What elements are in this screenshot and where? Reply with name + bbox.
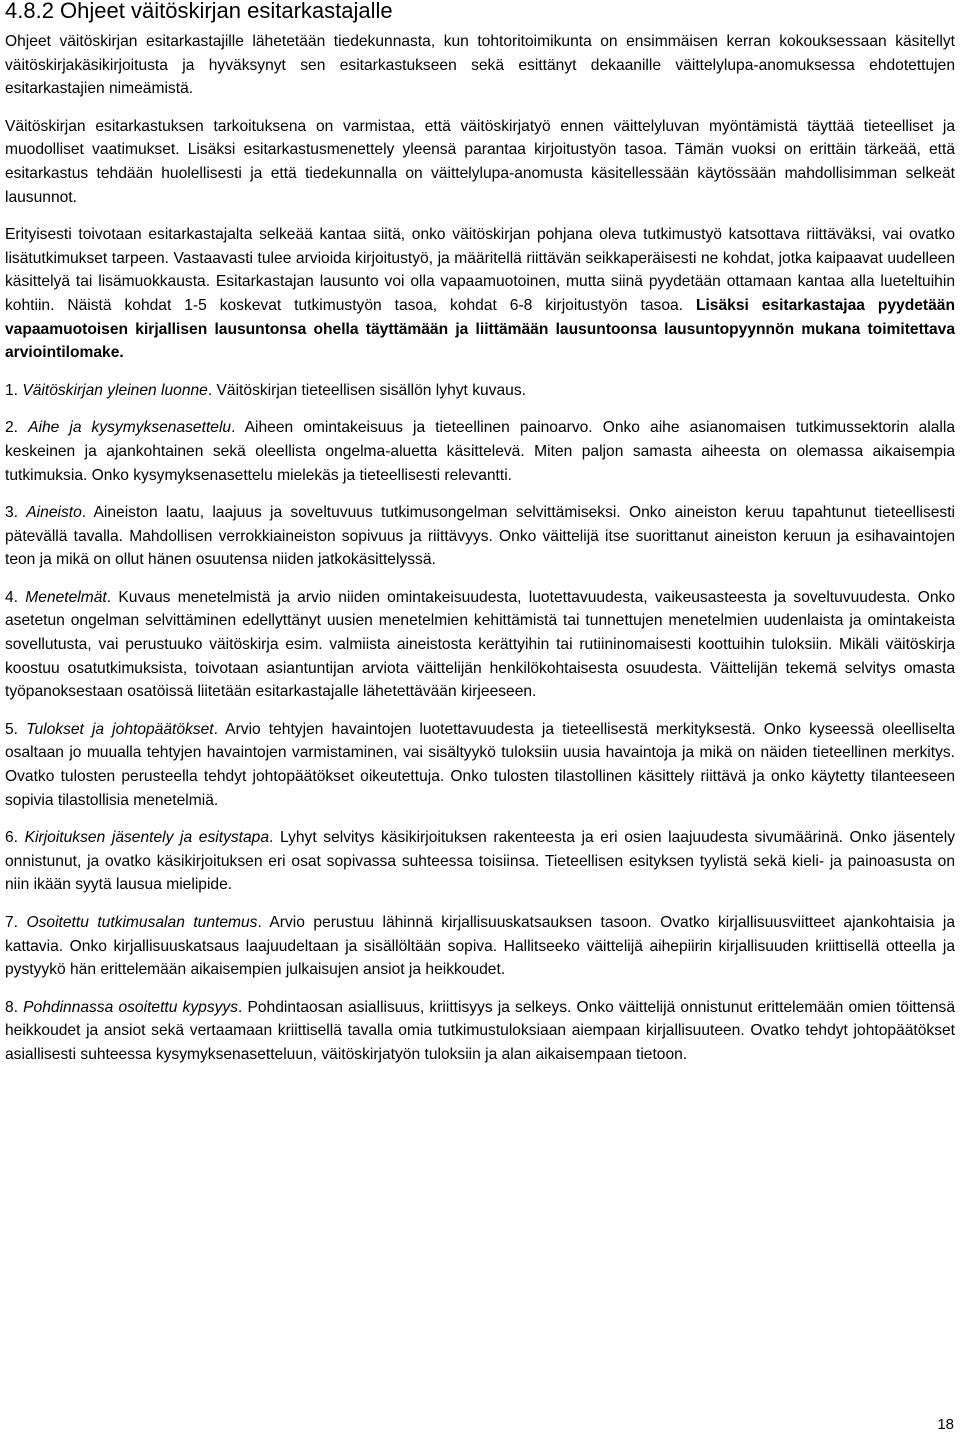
section-heading: 4.8.2 Ohjeet väitöskirjan esitarkastajalle — [5, 0, 393, 23]
criteria-item-5 — [5, 718, 955, 812]
criteria-item-4 — [5, 586, 955, 704]
item-title: Aineisto — [26, 504, 82, 522]
item-number: 1. — [5, 381, 23, 399]
item-number: 6. — [5, 829, 25, 847]
document-page — [5, 0, 955, 1081]
item-text: . Arvio perustuu lähinnä kirjallisuuskatsauksen tasoon. Ovatko kirjallisuusviitteet ajankohtaisia ja kattavia. Onko kirjallisuuskatsaus laajuudeltaan ja sisällöltään sopiva. Hallitseeko väittelijä aihepiirin kirjallisuuden kriittisellä otteella ja pystyykö hän erittelemään aikaisempien julkaisujen ansiot ja heikkoudet. — [5, 914, 956, 979]
statement-paragraph — [5, 223, 955, 365]
criteria-item-2 — [5, 416, 955, 487]
item-title: Tulokset ja johtopäätökset — [26, 720, 214, 738]
item-title: Aihe ja kysymyksenasettelu — [28, 419, 232, 437]
item-number: 5. — [5, 720, 27, 738]
criteria-item-1 — [5, 379, 955, 403]
item-number: 8. — [5, 998, 24, 1016]
item-text: . Aineiston laatu, laajuus ja soveltuvuus tutkimusongelman selvittämiseksi. Onko aineiston keruu tapahtunut tieteellisesti pätevällä tavalla. Mahdollisen verrokkiaineiston sopivuus ja riittävyys. Onko väittelijä itse suorittanut aineiston keruun ja esihavaintojen teon ja mikä on ollut hänen osuutensa niiden jatkokäsittelyssä. — [5, 504, 956, 569]
item-text: . Arvio tehtyjen havaintojen luotettavuudesta ja tieteellisestä merkityksestä. Onko kyseessä oleelliselta osaltaan jo muualla tehtyjen havaintojen varmistaminen, vai sisältyykö tuloksiin uusia havaintoja ja mikä on näiden tieteellinen merkitys. Ovatko tulosten perusteella tehdyt johtopäätökset oikeutettuja. Onko tulosten tilastollinen käsittely riittävä ja onko käytetty tilanteeseen sopivia tilastollisia menetelmiä. — [5, 720, 956, 809]
item-title: Pohdinnassa osoitettu kypsyys — [23, 998, 239, 1016]
criteria-item-8 — [5, 996, 955, 1067]
statement-bold-text: Lisäksi esitarkastajaa pyydetään vapaamuotoisen kirjallisen lausuntonsa ohella täyttämään ja liittämään lausuntoonsa lausuntopyynnön mukana toimitettava arviointilomake. — [5, 296, 955, 362]
statement-text: Erityisesti toivotaan esitarkastajalta selkeää kantaa siitä, onko väitöskirjan pohjana oleva tutkimustyö katsottava riittäväksi, vai ovatko lisätutkimukset tarpeen. Vastaavasti tulee arvioida kirjoitustyö, ja määritellä riittävän seikkaperäisesti ne kohdat, jotka kaipaavat uudelleen käsittelyä tai lisämuokkausta. Esitarkastajan lausunto voi olla vapaamuotoinen, mutta siinä pyydetään ottamaan kantaa alla lueteltuihin kohtiin. Näistä kohdat 1-5 koskevat tutkimustyön tasoa, kohdat 6-8 kirjoitustyön tasoa. — [5, 226, 955, 314]
item-number: 7. — [5, 914, 27, 931]
item-text: . Pohdintaosan asiallisuus, kriittisyys ja selkeys. Onko väittelijä onnistunut erittelemään omien töittensä heikkoudet ja ansiot sekä vertaamaan kriittisellä tavalla omia tutkimustuloksiaan aiempaan kirjallisuuteen. Ovatko tehdyt johtopäätökset asiallisesti suhteessa kysymyksenasetteluun, väitöskirjatyön tuloksiin ja alan aikaisempaan tietoon. — [5, 998, 956, 1063]
item-number: 4. — [5, 588, 26, 606]
criteria-item-7 — [5, 911, 955, 982]
item-title: Väitöskirjan yleinen luonne — [22, 381, 208, 399]
page-number: 18 — [937, 1416, 954, 1433]
item-title: Kirjoituksen jäsentely ja esitystapa — [24, 829, 270, 847]
item-text: . Kuvaus menetelmistä ja arvio niiden omintakeisuudesta, luotettavuudesta, vaikeusasteesta ja soveltuvuudesta. Onko asetetun ongelman selvittäminen edellyttänyt uusien menetelmien kehittämistä tai tunnettujen menetelmien uudenlaista ja omintakeista sovellutusta, vai perustuuko väitöskirja esim. valmiista aineistosta kerättyihin tai rutiininomaisesti koottuihin tuloksiin. Mikäli väitöskirja koostuu osatutkimuksista, toivotaan asiantuntijan arviota väittelijän henkilökohtaisesta osuudesta. Väittelijän tekemä selvitys omasta työpanoksestaan osatöissä liitetään esitarkastajalle lähetettävään kirjeeseen. — [5, 588, 955, 701]
item-number: 3. — [5, 504, 27, 522]
item-number: 2. — [5, 419, 29, 437]
item-text: . Väitöskirjan tieteellisen sisällön lyhyt kuvaus. — [207, 381, 526, 399]
criteria-item-6 — [5, 826, 955, 897]
intro-paragraph: Ohjeet väitöskirjan esitarkastajille lähetetään tiedekunnasta, kun tohtoritoimikunta on ensimmäisen kerran kokouksessaan käsitellyt väitöskirjakäsikirjoitusta ja hyväksynyt sen esitarkastukseen sekä esittänyt dekaanille väittelylupa-anomuksessa ehdotettujen esitarkastajien nimeämistä. — [5, 33, 955, 98]
criteria-item-3 — [5, 501, 955, 572]
item-title: Menetelmät — [25, 588, 107, 606]
item-text: . Aiheen omintakeisuus ja tieteellinen painoarvo. Onko aihe asianomaisen tutkimussektorin alalla keskeinen ja ajankohtainen sekä oleellista ongelma-aluetta käsittelevä. Miten paljon samasta aiheesta on olemassa aikaisempia tutkimuksia. Onko kysymyksenasettelu mielekäs ja tieteellisesti relevantti. — [5, 419, 956, 484]
purpose-paragraph: Väitöskirjan esitarkastuksen tarkoituksena on varmistaa, että väitöskirjatyö ennen väittelyluvan myöntämistä täyttää tieteelliset ja muodolliset vaatimukset. Lisäksi esitarkastusmenettely yleensä parantaa kirjoitustyön tasoa. Tämän vuoksi on erittäin tärkeää, että esitarkastus tehdään huolellisesti ja että tiedekunnalla on väittelylupa-anomusta käsitellessään käytössään mahdollisimman selkeät lausunnot. — [5, 117, 955, 206]
item-title: Osoitettu tutkimusalan tuntemus — [26, 914, 258, 931]
item-text: . Lyhyt selvitys käsikirjoituksen rakenteesta ja eri osien laajuudesta sivumäärinä. Onko jäsentely onnistunut, ja ovatko käsikirjoituksen eri osat sopivassa suhteessa toisiinsa. Tieteellisen esityksen tyylistä sekä kieli- ja painoasusta on niin ikään syytä lausua mielipide. — [5, 829, 955, 894]
